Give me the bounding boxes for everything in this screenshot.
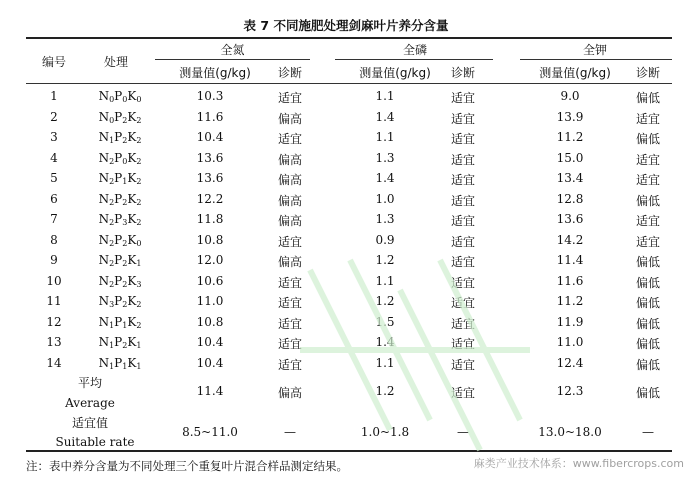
row-n-value: 11.8	[196, 212, 224, 226]
group-underline-n	[155, 59, 310, 60]
row-number: 9	[50, 253, 58, 267]
row-n-value: 12.2	[196, 191, 224, 206]
average-label-zh: 平均	[77, 376, 102, 390]
row-k-diag: 适宜	[635, 111, 660, 126]
header-p-diag: 诊断	[450, 66, 475, 80]
table-row	[0, 189, 692, 209]
row-n-value: 12.0	[196, 253, 224, 267]
row-n-diag: 适宜	[277, 357, 302, 372]
table-row	[0, 332, 692, 352]
row-number: 2	[50, 109, 58, 124]
row-p-diag: 适宜	[450, 357, 475, 372]
row-p-value: 1.5	[375, 314, 395, 329]
suitable-kd: —	[642, 425, 654, 439]
row-treatment: $N_2P_0K_2$	[98, 150, 142, 166]
row-treatment: $N_0P_2K_2$	[98, 109, 142, 125]
row-n-value: 10.4	[196, 335, 224, 349]
row-treatment: $N_2P_2K_3$	[98, 273, 142, 289]
row-treatment: $N_1P_2K_2$	[98, 130, 142, 145]
row-k-diag: 偏低	[635, 357, 660, 372]
table-title: 表 7 不同施肥处理剑麻叶片养分含量	[243, 18, 449, 33]
row-n-diag: 适宜	[277, 296, 302, 310]
row-n-diag: 适宜	[277, 316, 302, 331]
row-n-value: 10.4	[196, 130, 224, 144]
header-k-diag: 诊断	[635, 66, 660, 80]
row-number: 13	[46, 335, 62, 349]
header-n-measure: 测量值(g/kg)	[179, 66, 251, 80]
top-rule	[26, 37, 672, 39]
row-n-diag: 偏高	[277, 193, 302, 208]
row-p-value: 1.2	[375, 294, 395, 308]
row-k-diag: 偏低	[635, 316, 660, 331]
row-p-value: 1.3	[375, 150, 395, 165]
row-k-diag: 偏低	[635, 91, 660, 105]
average-kd: 偏低	[635, 386, 660, 400]
row-p-value: 1.2	[375, 253, 395, 267]
row-k-diag: 适宜	[635, 234, 660, 249]
row-k-value: 13.6	[556, 212, 584, 226]
table-note: 注：表中养分含量为不同处理三个重复叶片混合样品测定结果。	[26, 459, 348, 473]
table-row	[0, 291, 692, 311]
row-treatment: $N_2P_2K_1$	[98, 253, 142, 268]
group-underline-p	[335, 59, 493, 60]
table-row	[0, 312, 692, 332]
table-row	[0, 271, 692, 291]
row-number: 8	[50, 232, 58, 247]
row-number: 4	[50, 150, 58, 165]
row-n-value: 13.6	[196, 150, 224, 165]
average-nd: 偏高	[277, 386, 302, 400]
row-k-value: 11.2	[556, 294, 584, 308]
suitable-nd: —	[284, 425, 296, 439]
row-p-value: 1.1	[375, 273, 395, 288]
row-k-value: 12.8	[556, 191, 584, 206]
row-k-value: 13.9	[556, 109, 584, 124]
row-k-value: 9.0	[560, 89, 580, 103]
row-number: 10	[46, 273, 62, 288]
row-p-value: 1.1	[375, 355, 395, 370]
row-k-diag: 偏低	[635, 193, 660, 208]
row-n-value: 10.8	[196, 232, 224, 247]
table-row	[0, 127, 692, 147]
row-p-diag: 适宜	[450, 91, 475, 105]
row-treatment: $N_2P_2K_0$	[98, 232, 142, 248]
row-p-value: 1.1	[375, 130, 395, 144]
row-k-diag: 偏低	[635, 337, 660, 351]
row-p-diag: 适宜	[450, 214, 475, 228]
row-p-diag: 适宜	[450, 316, 475, 331]
row-p-value: 1.0	[375, 191, 395, 206]
row-p-value: 0.9	[375, 232, 395, 247]
row-treatment: $N_1P_2K_1$	[98, 335, 142, 350]
row-p-diag: 适宜	[450, 111, 475, 126]
row-p-diag: 适宜	[450, 173, 475, 187]
header-rule	[26, 83, 672, 84]
suitable-n: 8.5~11.0	[182, 425, 238, 439]
row-p-diag: 适宜	[450, 255, 475, 269]
row-k-value: 14.2	[556, 232, 584, 247]
row-number: 12	[46, 314, 62, 329]
row-k-value: 11.9	[556, 314, 584, 329]
table-row	[0, 209, 692, 229]
header-treatment: 处理	[103, 55, 128, 69]
row-n-diag: 偏高	[277, 255, 302, 269]
row-p-diag: 适宜	[450, 193, 475, 208]
row-n-value: 10.6	[196, 273, 224, 288]
row-n-diag: 偏高	[277, 111, 302, 126]
row-k-diag: 偏低	[635, 275, 660, 290]
row-number: 7	[50, 212, 58, 226]
header-k-measure: 测量值(g/kg)	[539, 66, 611, 80]
row-p-value: 1.3	[375, 212, 395, 226]
row-n-value: 11.0	[196, 294, 224, 308]
row-k-value: 13.4	[556, 171, 584, 185]
suitable-label-en: Suitable rate	[55, 435, 135, 449]
row-n-diag: 适宜	[277, 234, 302, 249]
row-n-value: 10.4	[196, 355, 224, 370]
row-n-value: 10.3	[196, 89, 224, 103]
row-p-value: 1.4	[375, 171, 395, 185]
watermark-text: 麻类产业技术体系：www.fibercrops.com	[473, 457, 684, 470]
row-n-diag: 偏高	[277, 173, 302, 187]
row-number: 3	[50, 130, 58, 144]
row-n-diag: 偏高	[277, 152, 302, 167]
row-treatment: $N_3P_2K_2$	[98, 294, 142, 309]
row-p-diag: 适宜	[450, 296, 475, 310]
average-n: 11.4	[196, 384, 224, 398]
row-number: 1	[50, 89, 58, 103]
average-pd: 适宜	[450, 386, 475, 400]
average-label-en: Average	[65, 396, 115, 410]
row-p-value: 1.4	[375, 335, 395, 349]
row-n-diag: 适宜	[277, 91, 302, 105]
row-n-diag: 偏高	[277, 214, 302, 228]
average-p: 1.2	[375, 384, 395, 398]
row-k-value: 15.0	[556, 150, 584, 165]
suitable-p: 1.0~1.8	[360, 425, 410, 439]
row-number: 11	[46, 294, 62, 308]
table-row	[0, 148, 692, 168]
row-number: 6	[50, 191, 58, 206]
header-total-phosphorus: 全磷	[402, 43, 427, 57]
row-k-diag: 适宜	[635, 152, 660, 167]
row-treatment: $N_2P_1K_2$	[98, 171, 142, 186]
row-k-value: 11.2	[556, 130, 584, 144]
header-total-nitrogen: 全氮	[220, 43, 245, 57]
row-k-diag: 适宜	[635, 214, 660, 228]
row-n-diag: 适宜	[277, 337, 302, 351]
row-number: 14	[46, 355, 62, 370]
row-n-value: 11.6	[196, 109, 224, 124]
row-k-value: 11.6	[556, 273, 584, 288]
row-p-diag: 适宜	[450, 337, 475, 351]
row-n-value: 13.6	[196, 171, 224, 185]
row-n-diag: 适宜	[277, 132, 302, 146]
row-k-diag: 适宜	[635, 173, 660, 187]
row-p-diag: 适宜	[450, 152, 475, 167]
row-p-value: 1.1	[375, 89, 395, 103]
header-p-measure: 测量值(g/kg)	[359, 66, 431, 80]
row-p-diag: 适宜	[450, 132, 475, 146]
row-number: 5	[50, 171, 58, 185]
row-k-value: 11.4	[556, 253, 584, 267]
suitable-label-zh: 适宜值	[71, 416, 108, 430]
row-k-diag: 偏低	[635, 255, 660, 269]
row-p-diag: 适宜	[450, 234, 475, 249]
average-k: 12.3	[556, 384, 584, 398]
bottom-rule	[26, 450, 672, 452]
row-p-value: 1.4	[375, 109, 395, 124]
row-k-value: 12.4	[556, 355, 584, 370]
table-row	[0, 230, 692, 250]
row-treatment: $N_0P_0K_0$	[98, 89, 142, 104]
header-no: 编号	[41, 55, 66, 69]
group-underline-k	[520, 59, 672, 60]
table-row	[0, 168, 692, 188]
suitable-k: 13.0~18.0	[538, 425, 602, 439]
table-row	[0, 353, 692, 373]
header-n-diag: 诊断	[277, 66, 302, 80]
row-treatment: $N_2P_2K_2$	[98, 191, 142, 207]
row-treatment: $N_1P_1K_1$	[98, 355, 142, 371]
row-p-diag: 适宜	[450, 275, 475, 290]
header-total-potassium: 全钾	[582, 43, 607, 57]
suitable-pd: —	[457, 425, 469, 439]
table-row	[0, 250, 692, 270]
row-n-diag: 适宜	[277, 275, 302, 290]
row-treatment: $N_1P_1K_2$	[98, 314, 142, 330]
row-k-value: 11.0	[556, 335, 584, 349]
row-k-diag: 偏低	[635, 132, 660, 146]
row-n-value: 10.8	[196, 314, 224, 329]
row-k-diag: 偏低	[635, 296, 660, 310]
row-treatment: $N_2P_3K_2$	[98, 212, 142, 227]
table-row	[0, 107, 692, 127]
table-row	[0, 86, 692, 106]
